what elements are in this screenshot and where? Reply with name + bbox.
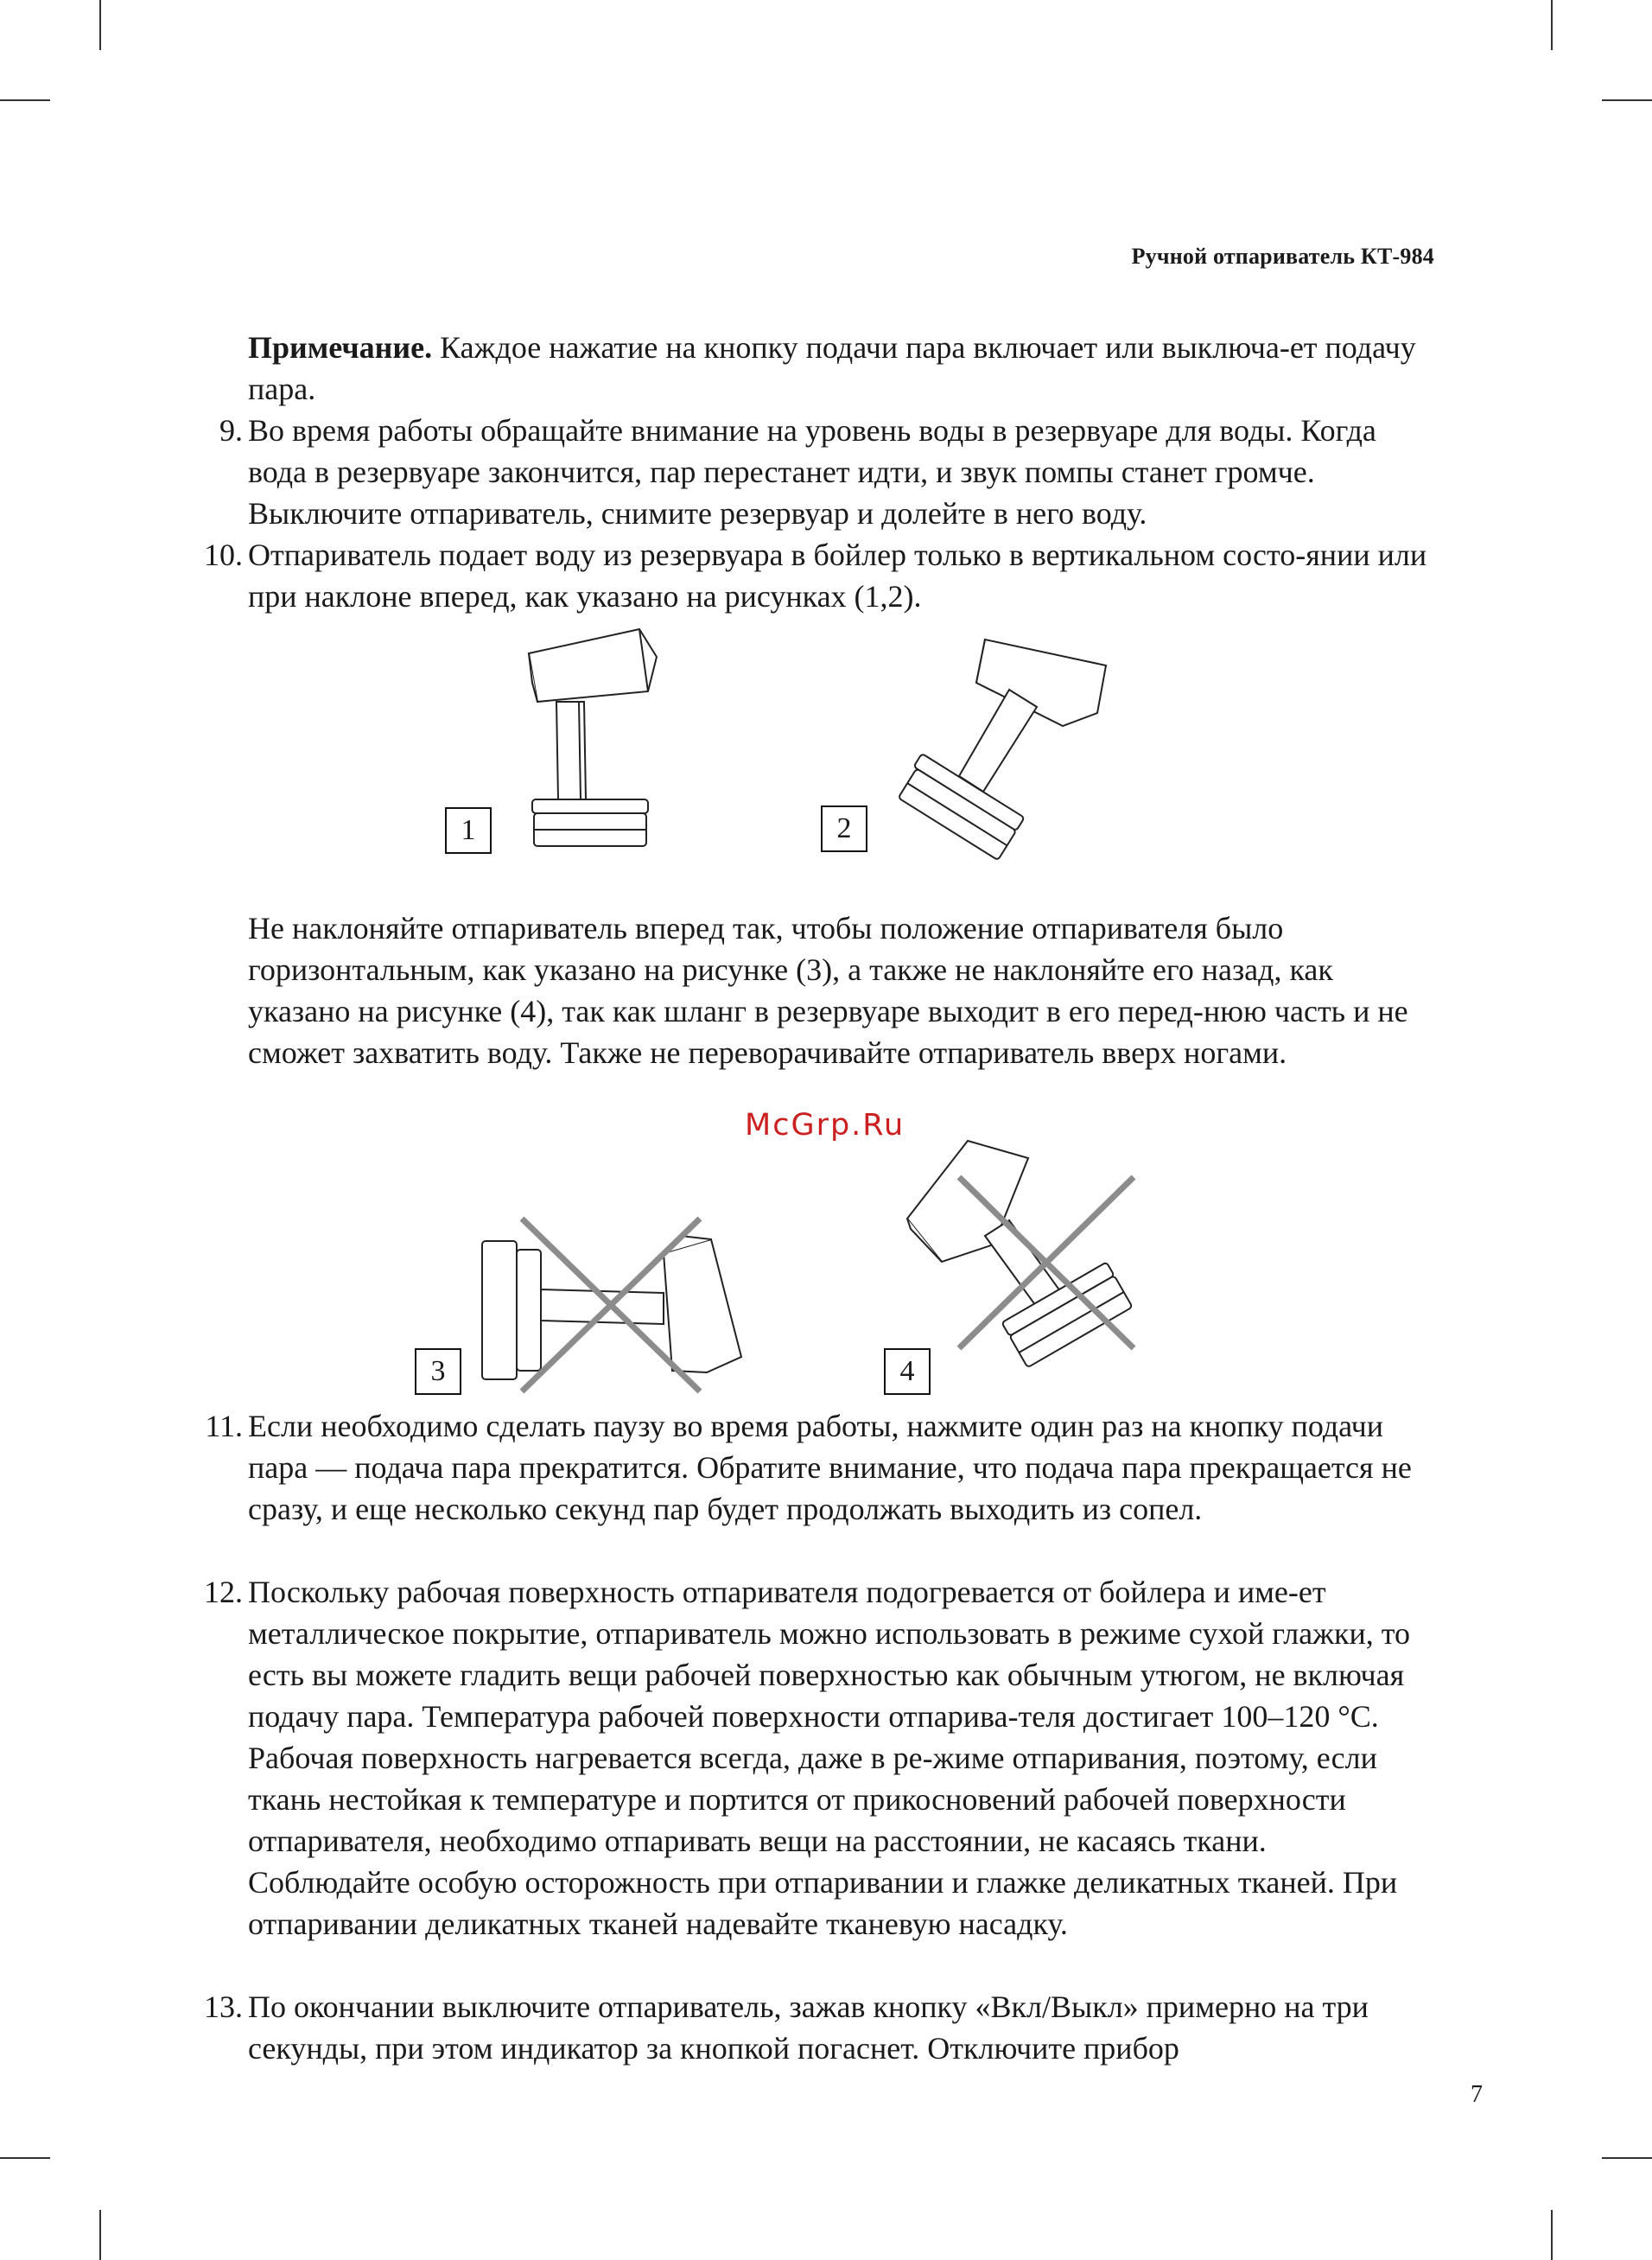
- note-text: Каждое нажатие на кнопку подачи пара включает или выключа-ет подачу пара.: [248, 330, 1416, 406]
- crop-mark: [1602, 99, 1652, 101]
- list-item: [204, 1571, 1432, 1945]
- crop-mark: [1551, 2210, 1553, 2260]
- warning-paragraph: Не наклоняйте отпариватель вперед так, чтобы положение отпаривателя было горизонтальным, как указано на рисунке (3), а также не наклоняйте его назад, как указано на рисунке (4), так как шланг в резервуаре выходит в его перед-нюю часть и не сможет захватить воду. Также не переворачивайте отпариватель вверх ногами.: [248, 911, 1408, 1070]
- list-item-text: Во время работы обращайте внимание на уровень воды в резервуаре для воды. Когда вода в резервуаре закончится, пар перестанет идти, и звук помпы станет громче. Выключите отпариватель, снимите резервуар и долейте в него воду.: [248, 413, 1376, 531]
- page-number: 7: [1471, 2081, 1483, 2108]
- figure-1-upright-steamer: [518, 622, 665, 856]
- note-label: Примечание.: [248, 330, 433, 365]
- figure-1-label: 1: [445, 807, 492, 854]
- watermark: McGrp.Ru: [745, 1108, 905, 1143]
- list-item-text: Поскольку рабочая поверхность отпаривателя подогревается от бойлера и име-ет металлическое покрытие, отпариватель можно использовать в режиме сухой глажки, то есть вы можете гладить вещи рабочей поверхностью как обычным утюгом, не включая подачу пара. Температура рабочей поверхности отпарива-теля достигает 100–120 °C. Рабочая поверхность нагревается всегда, даже в ре-жиме отпаривания, поэтому, если ткань нестойкая к температуре и портится от прикосновений рабочей поверхности отпаривателя, необходимо отпаривать вещи на расстоянии, не касаясь ткани. Соблюдайте особую осторожность при отпаривании и глажке деликатных тканей. При отпаривании деликатных тканей надевайте тканевую насадку.: [248, 1575, 1411, 1941]
- running-header: Ручной отпариватель КТ-984: [1131, 244, 1434, 269]
- list-item-text: Если необходимо сделать паузу во время работы, нажмите один раз на кнопку подачи пара — подача пара прекратится. Обратите внимание, что подача пара прекращается не сразу, и еще несколько секунд пар будет продолжать выходить из сопел.: [248, 1409, 1412, 1526]
- list-item-text: По окончании выключите отпариватель, зажав кнопку «Вкл/Выкл» примерно на три секунды, при этом индикатор за кнопкой погаснет. Отключите прибор: [248, 1989, 1369, 2066]
- note-paragraph: [248, 327, 1432, 410]
- list-item-number: 9.: [219, 413, 243, 448]
- list-item-number: 10.: [204, 538, 243, 572]
- crop-mark: [0, 99, 50, 101]
- crop-mark: [1602, 2157, 1652, 2159]
- figure-4-label: 4: [884, 1348, 931, 1395]
- crop-mark: [0, 2157, 50, 2159]
- list-item-number: 11.: [205, 1409, 243, 1443]
- list-item-number: 12.: [204, 1575, 243, 1609]
- list-item: [204, 1986, 1432, 2069]
- figure-3-horizontal-steamer-crossed: [473, 1210, 759, 1400]
- list-item-number: 13.: [204, 1989, 243, 2024]
- crop-mark: [99, 2210, 101, 2260]
- list-item: [204, 534, 1432, 617]
- figure-2-tilted-steamer: [890, 631, 1115, 856]
- figure-2-label: 2: [821, 805, 867, 852]
- list-item: [205, 1405, 1432, 1530]
- list-item-text: Отпариватель подает воду из резервуара в бойлер только в вертикальном состо-янии или при наклоне вперед, как указано на рисунках (1,2).: [248, 538, 1427, 614]
- figure-4-tilted-back-steamer-crossed: [899, 1132, 1184, 1391]
- list-item: [219, 410, 1432, 534]
- crop-mark: [1551, 0, 1553, 50]
- figure-3-label: 3: [415, 1348, 461, 1395]
- crop-mark: [99, 0, 101, 50]
